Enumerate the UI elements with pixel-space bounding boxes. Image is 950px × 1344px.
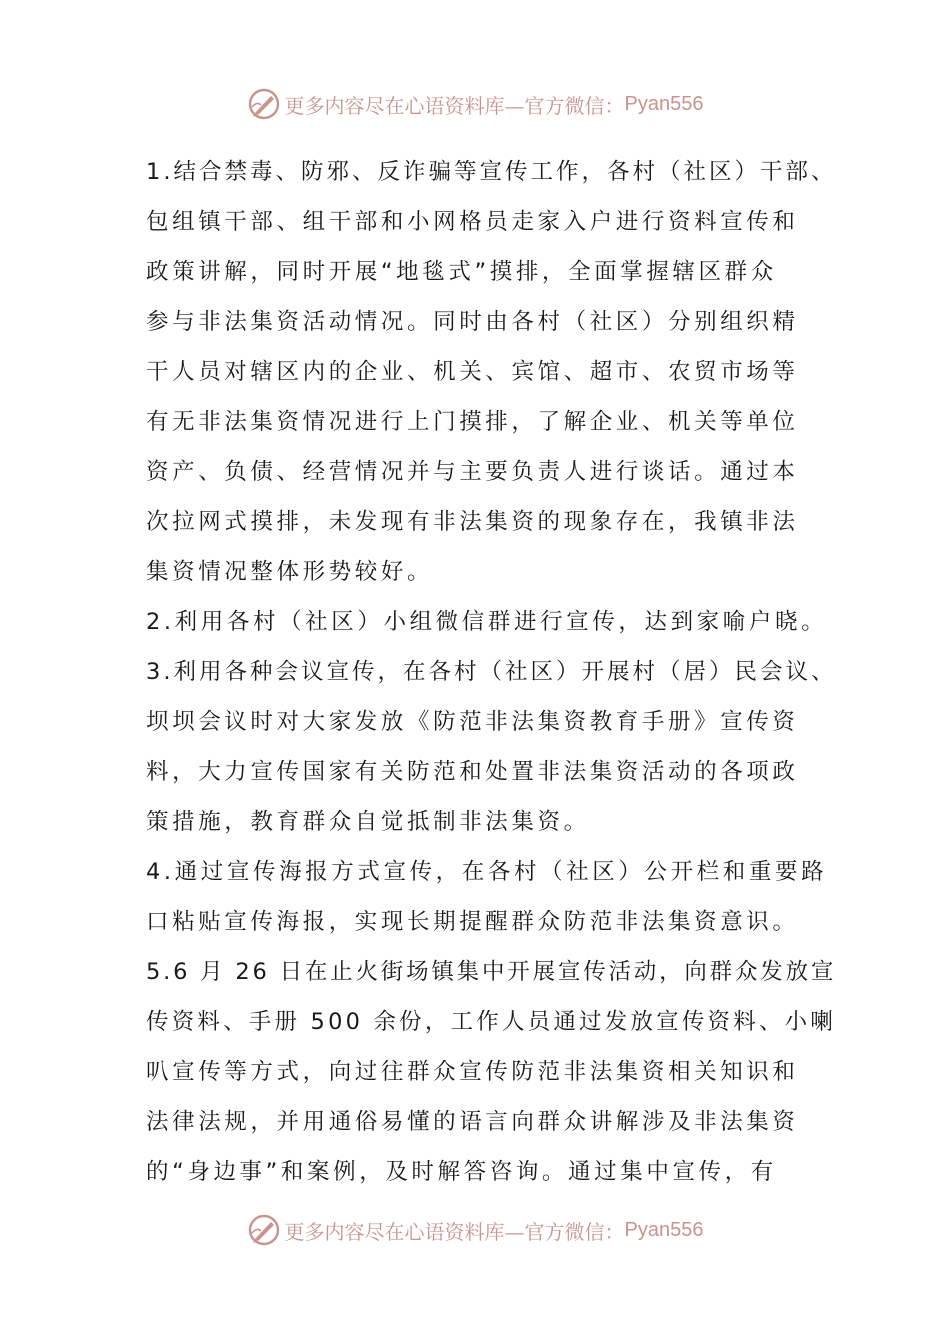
banner-wechat-id: Pyan556 [624,92,704,115]
text-line: 传资料、手册 500 余份，工作人员通过发放宣传资料、小喇 [146,1009,837,1035]
pen-logo-icon [247,87,281,121]
header-watermark-banner [0,84,950,124]
text-line: 的“身边事”和案例，及时解答咨询。通过集中宣传，有 [146,1159,777,1185]
banner-text: 更多内容尽在心语资料库—官方微信： [284,1219,625,1244]
text-line: 政策讲解，同时开展“地毯式”摸排，全面掌握辖区群众 [146,259,777,285]
banner-wechat-id: Pyan556 [624,1218,704,1241]
text-line: 次拉网式摸排，未发现有非法集资的现象存在，我镇非法 [146,509,799,535]
text-line: 资产、负债、经营情况并与主要负责人进行谈话。通过本 [146,459,799,485]
text-line: 法律法规，并用通俗易懂的语言向群众讲解涉及非法集资 [146,1109,799,1135]
text-line: 叭宣传等方式，向过往群众宣传防范非法集资相关知识和 [146,1059,799,1085]
text-line: 有无非法集资情况进行上门摸排，了解企业、机关等单位 [146,409,799,435]
text-line: 3.利用各种会议宣传，在各村（社区）开展村（居）民会议、 [146,659,837,685]
text-line: 2.利用各村（社区）小组微信群进行宣传，达到家喻户晓。 [146,609,828,635]
pen-logo-icon [247,1213,281,1247]
text-line: 策措施，教育群众自觉抵制非法集资。 [146,809,590,835]
text-line: 口粘贴宣传海报，实现长期提醒群众防范非法集资意识。 [146,909,799,935]
text-line: 料，大力宣传国家有关防范和处置非法集资活动的各项政 [146,759,799,785]
text-line: 1.结合禁毒、防邪、反诈骗等宣传工作，各村（社区）干部、 [146,159,837,185]
text-line: 4.通过宣传海报方式宣传，在各村（社区）公开栏和重要路 [146,859,828,885]
text-line: 坝坝会议时对大家发放《防范非法集资教育手册》宣传资 [146,709,799,735]
document-body [146,147,836,1197]
text-line: 包组镇干部、组干部和小网格员走家入户进行资料宣传和 [146,209,799,235]
text-line: 5.6 月 26 日在止火街场镇集中开展宣传活动，向群众发放宣 [146,959,837,985]
footer-watermark-banner [0,1210,950,1250]
banner-text: 更多内容尽在心语资料库—官方微信： [284,93,625,118]
text-line: 干人员对辖区内的企业、机关、宾馆、超市、农贸市场等 [146,359,799,385]
text-line: 集资情况整体形势较好。 [146,559,434,585]
text-line: 参与非法集资活动情况。同时由各村（社区）分别组织精 [146,309,799,335]
